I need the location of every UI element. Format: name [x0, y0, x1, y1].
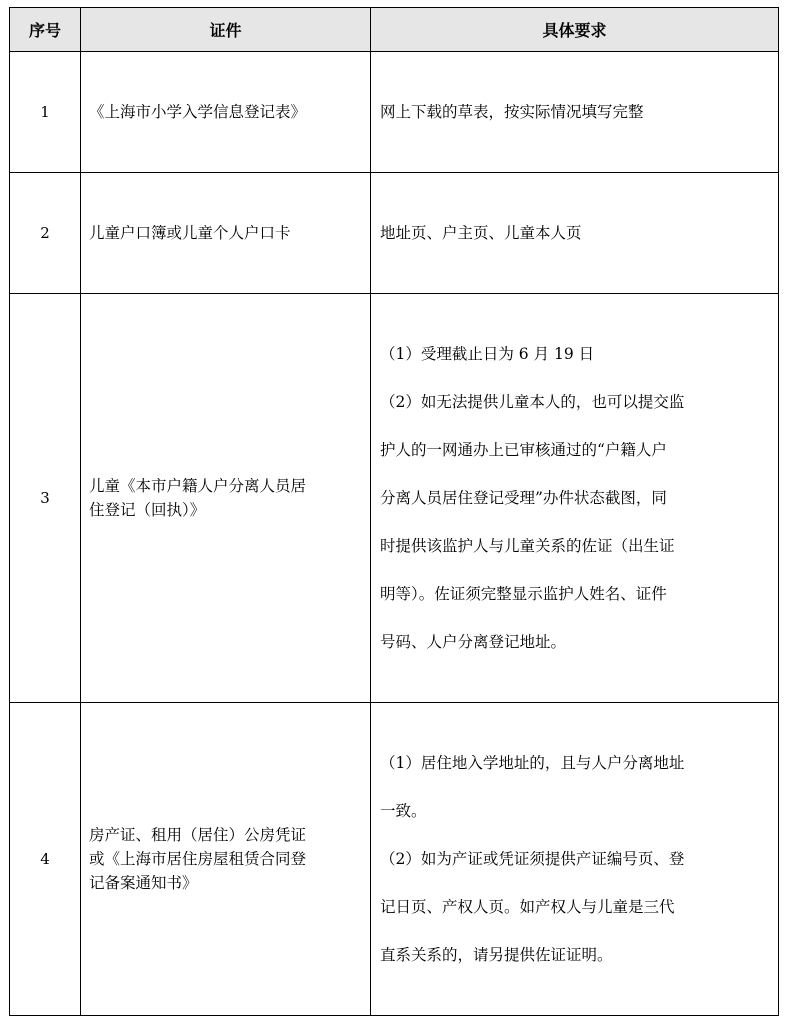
row-number: 3 [10, 294, 81, 703]
document-cell: 儿童户口簿或儿童个人户口卡 [81, 173, 371, 294]
requirements-table [9, 7, 779, 1016]
requirement-line: （2）如无法提供儿童本人的，也可以提交监 [380, 393, 685, 411]
requirement-line: 分离人员居住登记受理”办件状态截图，同 [380, 489, 667, 507]
requirement-line: （2）如为产证或凭证须提供产证编号页、登 [380, 850, 685, 868]
table-row [10, 173, 779, 294]
table-row [10, 294, 779, 703]
requirement-line: 地址页、户主页、儿童本人页 [380, 224, 582, 242]
requirement-line: 护人的一网通办上已审核通过的“户籍人户 [380, 441, 667, 459]
row-number: 2 [10, 173, 81, 294]
requirement-line: 明等）。佐证须完整显示监护人姓名、证件 [380, 585, 667, 603]
requirement-line: 号码、人户分离登记地址。 [380, 633, 567, 651]
table-header-row [10, 8, 779, 52]
document-cell: 《上海市小学入学信息登记表》 [81, 52, 371, 173]
requirement-cell [371, 703, 779, 1016]
requirement-line: 一致。 [380, 802, 427, 820]
table-row [10, 52, 779, 173]
requirement-line: 记日页、产权人页。如产权人与儿童是三代 [380, 898, 675, 916]
requirement-line: 网上下载的草表，按实际情况填写完整 [380, 103, 644, 121]
requirement-cell [371, 173, 779, 294]
requirement-line: 时提供该监护人与儿童关系的佐证（出生证 [380, 537, 675, 555]
requirement-cell [371, 294, 779, 703]
header-no: 序号 [10, 8, 81, 52]
document-cell: 儿童《本市户籍人户分离人员居 住登记（回执）》 [81, 294, 371, 703]
requirement-cell [371, 52, 779, 173]
header-requirement: 具体要求 [371, 8, 779, 52]
row-number: 1 [10, 52, 81, 173]
row-number: 4 [10, 703, 81, 1016]
requirement-line: 直系关系的，请另提供佐证证明。 [380, 946, 613, 964]
header-document: 证件 [81, 8, 371, 52]
table-row [10, 703, 779, 1016]
requirement-line: （1）居住地入学地址的，且与人户分离地址 [380, 754, 685, 772]
requirement-line: （1）受理截止日为 6 月 19 日 [380, 345, 595, 363]
document-cell: 房产证、租用（居住）公房凭证 或《上海市居住房屋租赁合同登 记备案通知书》 [81, 703, 371, 1016]
